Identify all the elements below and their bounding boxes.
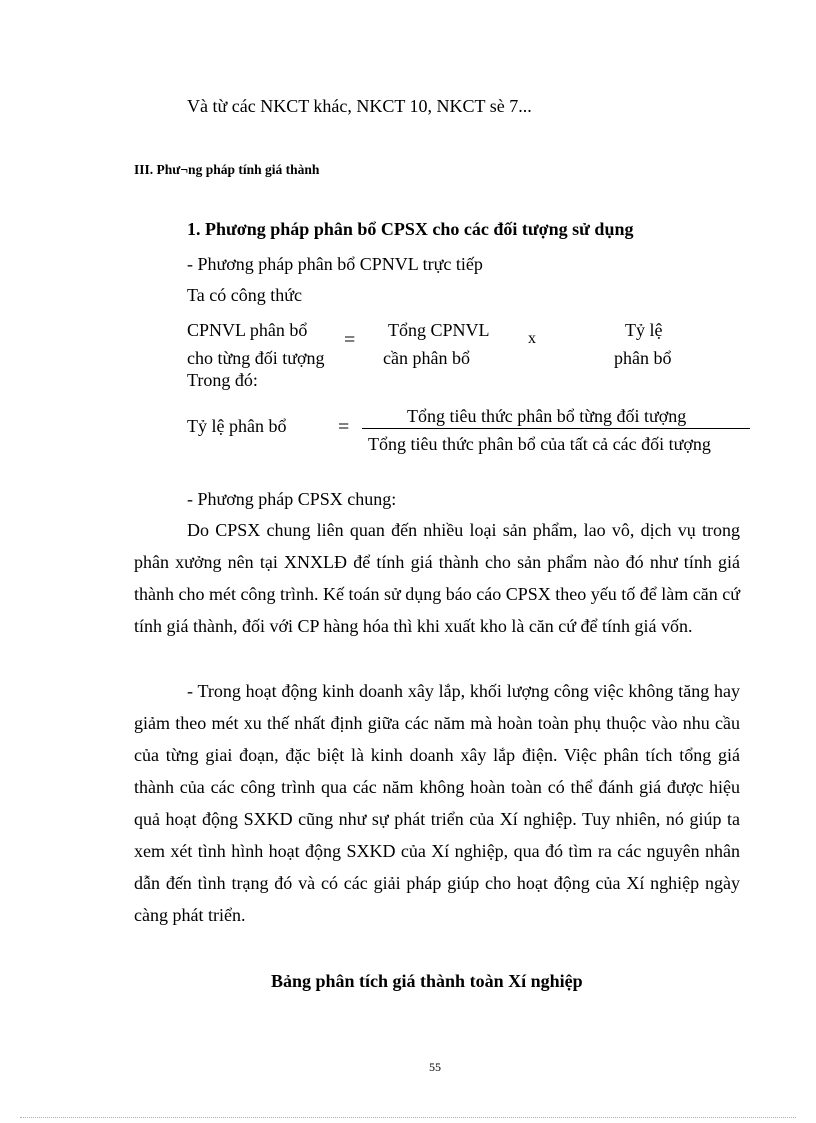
formula1-mid-line1: Tổng CPNVL [388, 320, 490, 340]
page-bottom-divider [20, 1117, 796, 1118]
section-heading: III. Phư¬ng pháp tính giá thành [134, 162, 320, 177]
formula2-lhs: Tỷ lệ phân bổ [187, 416, 287, 436]
formula1-times: x [528, 330, 536, 347]
formula1-right-line2: phân bổ [614, 348, 672, 368]
subheading: 1. Phương pháp phân bổ CPSX cho các đối tượng sử dụng [187, 219, 634, 239]
formula2-denominator: Tổng tiêu thức phân bổ của tất cả các đối tượng [368, 434, 711, 454]
intro-line: Và từ các NKCT khác, NKCT 10, NKCT sè 7... [187, 96, 532, 116]
where-label: Trong đó: [187, 370, 258, 390]
paragraph-general-costs: Do CPSX chung liên quan đến nhiều loại sản phẩm, lao vô, dịch vụ trong phân xưởng nên tại XNXLĐ để tính giá thành cho sản phẩm nào đó như tính giá thành cho mét công trình. Kế toán sử dụng báo cáo CPSX theo yếu tố để làm căn cứ tính giá thành, đối với CP hàng hóa thì khi xuất kho là căn cứ để tính giá vốn. [134, 520, 740, 636]
formula2-numerator: Tổng tiêu thức phân bổ từng đối tượng [407, 406, 687, 426]
formula2-equals: = [338, 416, 350, 438]
formula1-mid-line2: cần phân bổ [383, 348, 470, 368]
formula1-equals: = [344, 329, 356, 351]
method-general-label: - Phương pháp CPSX chung: [187, 489, 397, 509]
formula1-right-line1: Tỷ lệ [625, 320, 663, 340]
fraction-bar [362, 428, 750, 429]
page-number: 55 [429, 1060, 441, 1074]
formula1-lhs-line1: CPNVL phân bổ [187, 320, 308, 340]
method-direct-label: - Phương pháp phân bổ CPNVL trực tiếp [187, 254, 483, 274]
table-title: Bảng phân tích giá thành toàn Xí nghiệp [271, 971, 583, 991]
paragraph-construction-analysis: - Trong hoạt động kinh doanh xây lắp, khối lượng công việc không tăng hay giảm theo mét xu thế nhất định giữa các năm mà hoàn toàn phụ thuộc vào nhu cầu của từng giai đoạn, đặc biệt là kinh doanh xây lắp điện. Việc phân tích tổng giá thành của các công trình qua các năm không hoàn toàn có thể đánh giá được hiệu quả hoạt động SXKD cũng như sự phát triển của Xí nghiệp. Tuy nhiên, nó giúp ta xem xét tình hình hoạt động SXKD của Xí nghiệp, qua đó tìm ra các nguyên nhân dẫn đến tình trạng đó và có các giải pháp giúp cho hoạt động của Xí nghiệp ngày càng phát triển. [134, 681, 740, 925]
formula1-lhs-line2: cho từng đối tượng [187, 348, 325, 368]
formula-intro: Ta có công thức [187, 285, 302, 305]
